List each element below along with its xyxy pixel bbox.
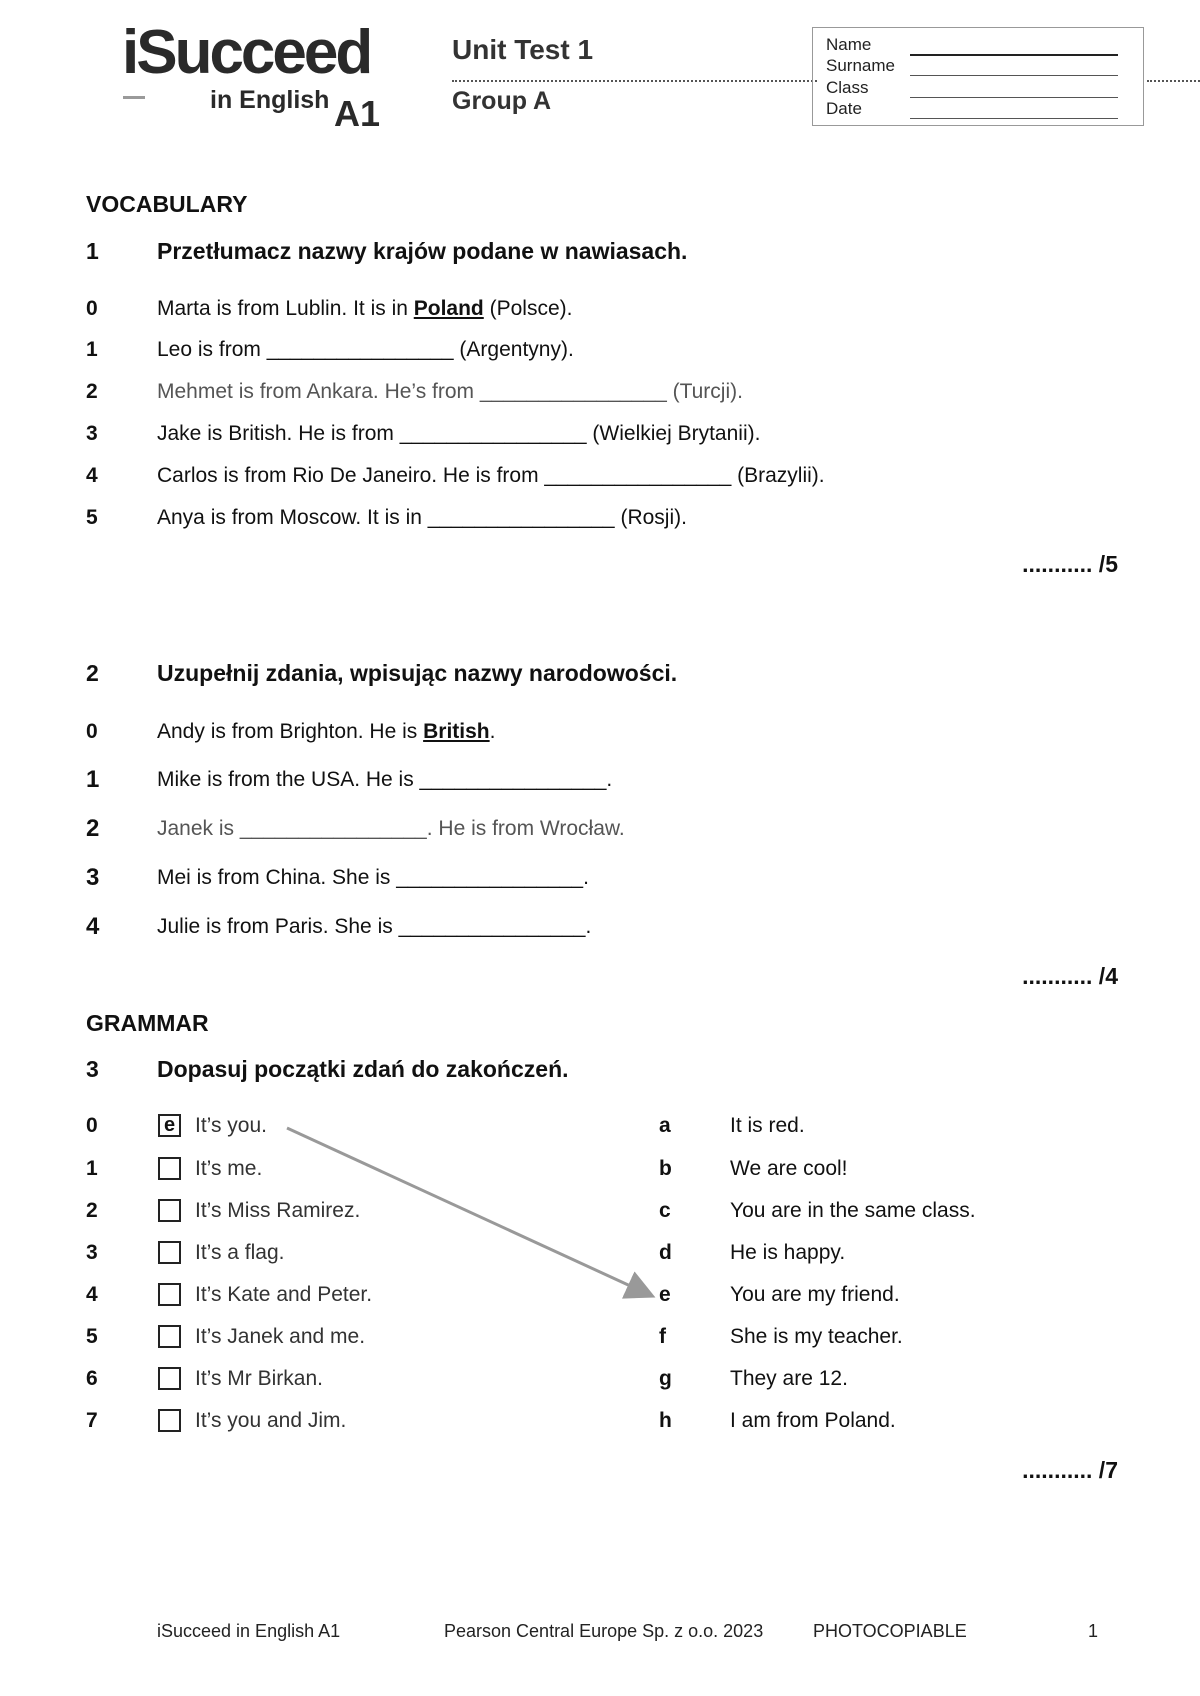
sentence-beginning: It’s Mr Birkan. [195, 1367, 323, 1390]
sentence-ending: They are 12. [730, 1367, 848, 1390]
score-box: ........... /5 [1022, 551, 1118, 577]
gap-sentence[interactable]: Leo is from ________________ (Argentyny). [157, 338, 574, 361]
sentence-ending: He is happy. [730, 1241, 846, 1264]
exercise-instruction: Przetłumacz nazwy krajów podane w nawiasach. [157, 238, 688, 264]
example-answer: British [423, 720, 490, 743]
test-group: Group A [452, 87, 552, 115]
sentence-end: . [489, 720, 496, 743]
sentence-beginning: It’s me. [195, 1157, 263, 1180]
sentence-ending: You are my friend. [730, 1283, 900, 1306]
match-number: 2 [86, 1199, 98, 1222]
answer-box[interactable]: e [158, 1114, 181, 1137]
score-box: ........... /7 [1022, 1457, 1118, 1483]
match-letter: b [659, 1157, 672, 1180]
match-letter: a [659, 1114, 671, 1137]
match-number: 4 [86, 1283, 98, 1306]
footer-photocopiable: PHOTOCOPIABLE [813, 1621, 967, 1641]
sentence-beginning: It’s Miss Ramirez. [195, 1199, 361, 1222]
sentence-ending: You are in the same class. [730, 1199, 976, 1222]
item-number: 3 [86, 422, 98, 445]
gap-sentence[interactable]: Mei is from China. She is ________________. [157, 866, 589, 889]
match-letter: d [659, 1241, 672, 1264]
logo-level: A1 [334, 93, 381, 134]
match-letter: h [659, 1409, 672, 1432]
section-heading-grammar: GRAMMAR [86, 1010, 209, 1036]
match-number: 5 [86, 1325, 98, 1348]
match-number: 0 [86, 1114, 98, 1137]
gap-sentence[interactable]: Mehmet is from Ankara. He’s from ________________ (Turcji). [157, 380, 743, 403]
date-label: Date [826, 99, 862, 118]
class-label: Class [826, 78, 869, 97]
exercise-number: 3 [86, 1056, 99, 1082]
match-number: 7 [86, 1409, 98, 1432]
footer-publisher: Pearson Central Europe Sp. z o.o. 2023 [444, 1621, 764, 1641]
item-number: 0 [86, 297, 98, 320]
sentence-ending: We are cool! [730, 1157, 848, 1180]
logo-title: iSucceed [122, 18, 371, 87]
gap-sentence[interactable]: Jake is British. He is from ________________ (Wielkiej Brytanii). [157, 422, 761, 445]
item-number: 2 [86, 815, 100, 842]
gap-sentence[interactable]: Mike is from the USA. He is ________________. [157, 768, 613, 791]
name-label: Name [826, 35, 872, 54]
match-letter: e [659, 1283, 671, 1306]
logo-subtitle: in English [210, 86, 330, 114]
item-number: 1 [86, 338, 98, 361]
footer-book-title: iSucceed in English A1 [157, 1621, 341, 1641]
gap-sentence[interactable]: Julie is from Paris. She is ________________. [157, 915, 592, 938]
section-heading-vocabulary: VOCABULARY [86, 191, 248, 217]
footer-page-number: 1 [1088, 1621, 1099, 1641]
match-number: 6 [86, 1367, 98, 1390]
sentence-beginning: It’s you and Jim. [195, 1409, 347, 1432]
sentence-beginning: It’s Janek and me. [195, 1325, 366, 1348]
exercise-number: 2 [86, 660, 99, 686]
exercise-instruction: Dopasuj początki zdań do zakończeń. [157, 1056, 569, 1082]
item-number: 5 [86, 506, 98, 529]
match-letter: f [659, 1325, 666, 1348]
exercise-number: 1 [86, 238, 99, 264]
exercise-instruction: Uzupełnij zdania, wpisując nazwy narodowości. [157, 660, 678, 686]
match-number: 3 [86, 1241, 98, 1264]
sentence-start: Andy is from Brighton. He is [157, 720, 424, 743]
sentence-beginning: It’s you. [195, 1114, 267, 1137]
match-letter: c [659, 1199, 671, 1222]
match-letter: g [659, 1367, 672, 1390]
sentence-end: (Polsce). [483, 297, 573, 320]
sentence-ending: She is my teacher. [730, 1325, 903, 1348]
item-number: 2 [86, 380, 98, 403]
gap-sentence[interactable]: Carlos is from Rio De Janeiro. He is from ________________ (Brazylii). [157, 464, 825, 487]
sentence-beginning: It’s Kate and Peter. [195, 1283, 373, 1306]
gap-sentence[interactable]: Janek is ________________. He is from Wrocław. [157, 817, 625, 840]
item-number: 4 [86, 913, 100, 940]
item-number: 0 [86, 720, 98, 743]
sentence-start: Marta is from Lublin. It is in [157, 297, 414, 320]
match-number: 1 [86, 1157, 98, 1180]
gap-sentence[interactable]: Anya is from Moscow. It is in ________________ (Rosji). [157, 506, 687, 529]
item-number: 1 [86, 766, 100, 793]
item-number: 4 [86, 464, 98, 487]
sentence-beginning: It’s a flag. [195, 1241, 285, 1264]
test-title: Unit Test 1 [452, 34, 594, 65]
example-answer: Poland [413, 297, 484, 320]
sentence-ending: It is red. [730, 1114, 805, 1137]
surname-label: Surname [826, 56, 895, 75]
score-box: ........... /4 [1022, 963, 1118, 989]
item-number: 3 [86, 864, 100, 891]
sentence-ending: I am from Poland. [730, 1409, 896, 1432]
